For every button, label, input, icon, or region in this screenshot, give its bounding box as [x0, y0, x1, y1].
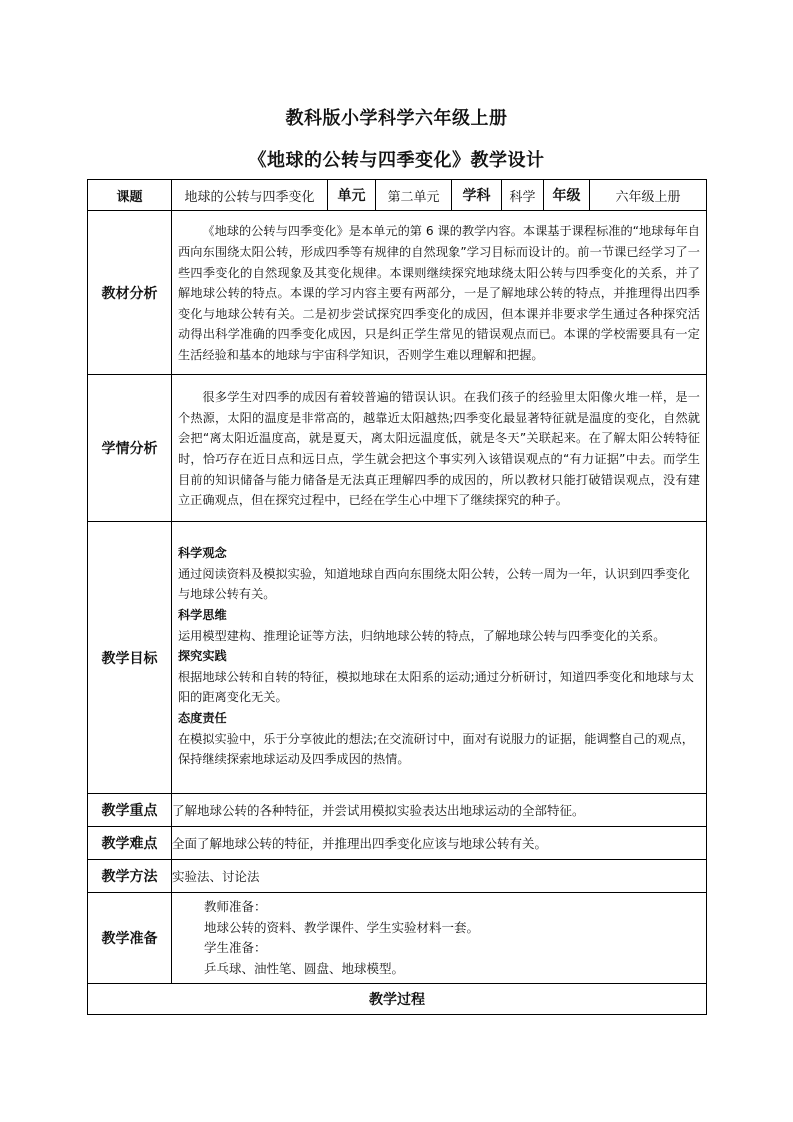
- document-title: 教科版小学科学六年级上册: [285, 108, 508, 129]
- material-analysis-row: [88, 211, 707, 375]
- process-heading: 教学过程: [88, 984, 707, 1015]
- method-label: 教学方法: [88, 860, 172, 893]
- goal-heading-practice: 探究实践: [178, 649, 227, 664]
- document-subtitle: 《地球的公转与四季变化》教学设计: [248, 150, 545, 171]
- unit-value: 第二单元: [376, 180, 452, 211]
- teaching-goals-label: 教学目标: [88, 522, 172, 794]
- teaching-goals-cell: [172, 522, 707, 794]
- subject-value: 科学: [502, 180, 544, 211]
- material-analysis-label: 教材分析: [88, 211, 172, 375]
- student-prep-heading: 学生准备：: [204, 940, 267, 955]
- student-analysis-cell: [172, 375, 707, 522]
- preparation-row: [88, 893, 707, 984]
- material-analysis-cell: [172, 211, 707, 375]
- goal-text-attitude: 在模拟实验中，乐于分享彼此的想法;在交流研讨中，面对有说服力的证据，能调整自己的观点，保持继续探索地球运动及四季成因的热情。: [178, 731, 694, 767]
- lesson-plan-table: [87, 179, 707, 1015]
- key-point-text: 了解地球公转的各种特征，并尝试用模拟实验表达出地球运动的全部特征。: [172, 794, 707, 827]
- difficulty-row: [88, 827, 707, 860]
- unit-label: 单元: [328, 180, 376, 211]
- lesson-label: 课题: [88, 180, 172, 211]
- goal-heading-concept: 科学观念: [178, 546, 227, 561]
- header-row: [88, 180, 707, 211]
- method-text: 实验法、讨论法: [172, 860, 707, 893]
- teacher-prep-heading: 教师准备：: [204, 899, 267, 914]
- grade-label: 年级: [544, 180, 590, 211]
- teaching-goals-row: [88, 522, 707, 794]
- subject-label: 学科: [452, 180, 502, 211]
- key-point-row: [88, 794, 707, 827]
- grade-value: 六年级上册: [590, 180, 707, 211]
- student-analysis-text: 很多学生对四季的成因有着较普遍的错误认识。在我们孩子的经验里太阳像火堆一样，是一个热源，太阳的温度是非常高的，越靠近太阳越热;四季变化最显著特征就是温度的变化，自然就会把“离太阳近温度高，就是夏天，离太阳远温度低，就是冬天”关联起来。在了解太阳公转特征时，恰巧存在近日点和远日点，学生就会把这个事实列入该错误观点的“有力证据”中去。而学生目前的知识储备与能力储备是无法真正理解四季的成因的，所以教材只能打破错误观点，没有建立正确观点，但在探究过程中，已经在学生心中埋下了继续探究的种子。: [178, 390, 700, 508]
- goal-heading-thinking: 科学思维: [178, 608, 227, 623]
- goal-text-concept: 通过阅读资料及模拟实验，知道地球自西向东围绕太阳公转，公转一周为一年，认识到四季变化与地球公转有关。: [178, 566, 690, 602]
- goal-text-thinking: 运用模型建构、推理论证等方法，归纳地球公转的特点，了解地球公转与四季变化的关系。: [178, 628, 666, 643]
- goal-text-practice: 根据地球公转和自转的特征，模拟地球在太阳系的运动;通过分析研讨，知道四季变化和地球与太阳的距离变化无关。: [178, 669, 694, 705]
- key-point-label: 教学重点: [88, 794, 172, 827]
- student-analysis-label: 学情分析: [88, 375, 172, 522]
- method-row: [88, 860, 707, 893]
- goal-heading-attitude: 态度责任: [178, 710, 227, 725]
- material-analysis-text: 《地球的公转与四季变化》是本单元的第 6 课的教学内容。本课基于课程标准的“地球每年自西向东围绕太阳公转，形成四季等有规律的自然现象”学习目标而设计的。前一节课已经学习了一些四季变化的自然现象及其变化规律。本课则继续探究地球绕太阳公转与四季变化的关系，并了解地球公转的特点。本课的学习内容主要有两部分，一是了解地球公转的特点，并推理得出四季变化与地球公转有关。二是初步尝试探究四季变化的成因，但本课并非要求学生通过各种探究活动得出科学准确的四季变化成因，只是纠正学生常见的错误观点而已。本课的学校需要具有一定生活经验和基本的地球与宇宙科学知识，否则学生难以理解和把握。: [178, 224, 700, 362]
- preparation-label: 教学准备: [88, 893, 172, 984]
- process-row: [88, 984, 707, 1015]
- student-prep-items: 乒乓球、油性笔、圆盘、地球模型。: [204, 960, 405, 976]
- preparation-cell: [172, 893, 707, 984]
- difficulty-label: 教学难点: [88, 827, 172, 860]
- lesson-value: 地球的公转与四季变化: [172, 180, 328, 211]
- student-analysis-row: [88, 375, 707, 522]
- teacher-prep-items: 地球公转的资料、教学课件、学生实验材料一套。: [204, 919, 480, 935]
- difficulty-text: 全面了解地球公转的特征，并推理出四季变化应该与地球公转有关。: [172, 827, 707, 860]
